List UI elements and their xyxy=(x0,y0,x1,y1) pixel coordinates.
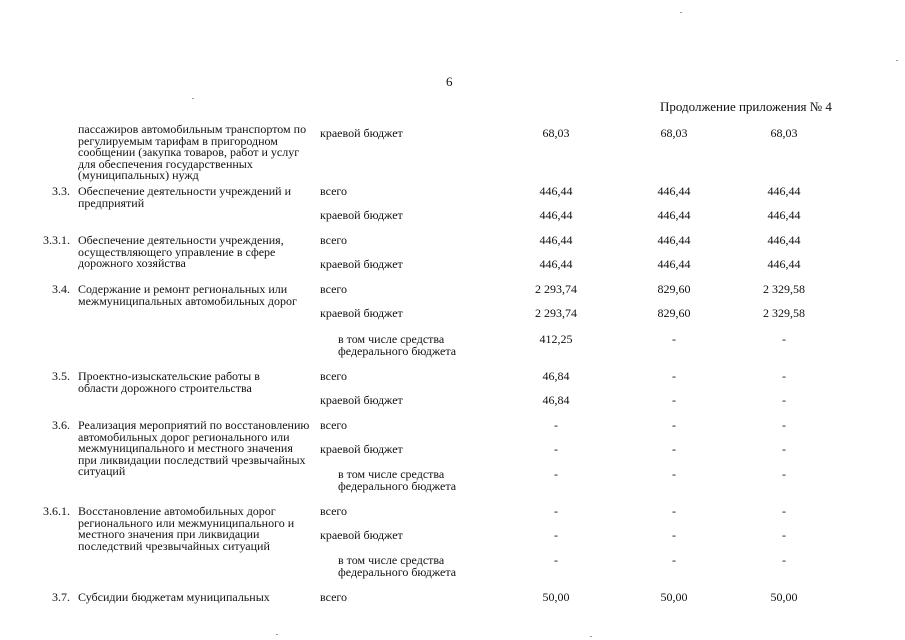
row-value: - xyxy=(782,467,786,481)
row-value: 46,84 xyxy=(542,393,570,407)
row-value: 68,03 xyxy=(770,126,798,140)
row-value: - xyxy=(554,504,558,518)
row-source: краевой бюджет xyxy=(320,126,403,140)
row-value: - xyxy=(782,369,786,383)
row-value: 446,44 xyxy=(657,233,691,247)
scan-speck xyxy=(590,636,592,637)
row-source: всего xyxy=(320,504,348,518)
row-value: - xyxy=(672,528,676,542)
row-source: всего xyxy=(320,282,348,296)
row-value: - xyxy=(554,442,558,456)
row-value: - xyxy=(782,418,786,432)
row-value: 446,44 xyxy=(657,257,691,271)
row-value: - xyxy=(672,553,676,567)
row-source: всего xyxy=(320,233,348,247)
row-value: 446,44 xyxy=(767,184,801,198)
row-value: - xyxy=(554,528,558,542)
row-name: Проектно-изыскательские работы в области дорожного строительства xyxy=(78,369,260,395)
row-number: 3.6. xyxy=(52,418,70,432)
row-value: - xyxy=(782,553,786,567)
row-value: 50,00 xyxy=(770,590,798,604)
row-source: краевой бюджет xyxy=(320,528,403,542)
row-value: - xyxy=(782,504,786,518)
row-name: Реализация мероприятий по восстановлению автомобильных дорог регионального или межмуниципального и местного значения при ликвидации последствий чрезвычайных ситуаций xyxy=(78,418,310,478)
row-number: 3.3. xyxy=(52,184,70,198)
header-note: Продолжение приложения № 4 xyxy=(660,99,832,114)
row-value: 46,84 xyxy=(542,369,570,383)
row-value: 2 329,58 xyxy=(763,306,805,320)
row-value: - xyxy=(672,369,676,383)
scan-speck xyxy=(276,634,278,635)
row-name: Обеспечение деятельности учреждения, осуществляющего управление в сфере дорожного хозяйства xyxy=(78,233,284,270)
row-name: Содержание и ремонт региональных или межмуниципальных автомобильных дорог xyxy=(78,282,297,308)
row-value: 68,03 xyxy=(542,126,570,140)
row-name: Восстановление автомобильных дорог регионального или межмуниципального и местного значения при ликвидации последствий чрезвычайных ситуаций xyxy=(78,504,295,553)
row-source: всего xyxy=(320,184,348,198)
row-value: - xyxy=(782,528,786,542)
row-source: всего xyxy=(320,369,348,383)
row-name: Обеспечение деятельности учреждений и предприятий xyxy=(78,184,292,210)
row-value: 446,44 xyxy=(657,208,691,222)
scan-speck xyxy=(680,12,682,13)
row-value: 2 293,74 xyxy=(535,282,577,296)
row-name: пассажиров автомобильным транспортом по регулируемым тарифам в пригородном сообщении (закупка товаров, работ и услуг для обеспечения государственных (муниципальных) нужд xyxy=(78,122,307,182)
row-source: всего xyxy=(320,418,348,432)
row-value: 446,44 xyxy=(539,208,573,222)
row-source: всего xyxy=(320,590,348,604)
row-source: в том числе средства федерального бюджета xyxy=(338,553,457,579)
row-source: в том числе средства федерального бюджета xyxy=(338,467,457,493)
row-number: 3.3.1. xyxy=(43,233,70,247)
row-number: 3.6.1. xyxy=(43,504,70,518)
row-value: 2 329,58 xyxy=(763,282,805,296)
page-number: 6 xyxy=(446,74,453,89)
row-value: - xyxy=(672,418,676,432)
row-value: - xyxy=(672,467,676,481)
row-value: 446,44 xyxy=(767,233,801,247)
row-value: 446,44 xyxy=(767,208,801,222)
row-value: 446,44 xyxy=(657,184,691,198)
row-value: - xyxy=(672,504,676,518)
scan-speck xyxy=(896,60,898,61)
row-number: 3.4. xyxy=(52,282,70,296)
row-value: - xyxy=(782,442,786,456)
row-value: 446,44 xyxy=(767,257,801,271)
row-value: - xyxy=(554,553,558,567)
row-value: 2 293,74 xyxy=(535,306,577,320)
row-value: 829,60 xyxy=(657,282,691,296)
row-source: краевой бюджет xyxy=(320,208,403,222)
row-source: краевой бюджет xyxy=(320,306,403,320)
row-value: - xyxy=(782,393,786,407)
row-value: - xyxy=(554,418,558,432)
row-value: - xyxy=(782,332,786,346)
row-number: 3.7. xyxy=(52,590,70,604)
row-value: 412,25 xyxy=(539,332,573,346)
row-source: в том числе средства федерального бюджета xyxy=(338,332,457,358)
row-value: - xyxy=(672,393,676,407)
row-number: 3.5. xyxy=(52,369,70,383)
row-value: 446,44 xyxy=(539,233,573,247)
row-value: 446,44 xyxy=(539,257,573,271)
row-value: 50,00 xyxy=(660,590,688,604)
scan-speck xyxy=(192,98,194,99)
row-name: Субсидии бюджетам муниципальных xyxy=(78,590,270,604)
row-value: - xyxy=(672,332,676,346)
row-value: - xyxy=(554,467,558,481)
row-value: - xyxy=(672,442,676,456)
row-source: краевой бюджет xyxy=(320,393,403,407)
row-value: 68,03 xyxy=(660,126,688,140)
row-value: 829,60 xyxy=(657,306,691,320)
row-source: краевой бюджет xyxy=(320,257,403,271)
row-source: краевой бюджет xyxy=(320,442,403,456)
row-value: 50,00 xyxy=(542,590,570,604)
row-value: 446,44 xyxy=(539,184,573,198)
